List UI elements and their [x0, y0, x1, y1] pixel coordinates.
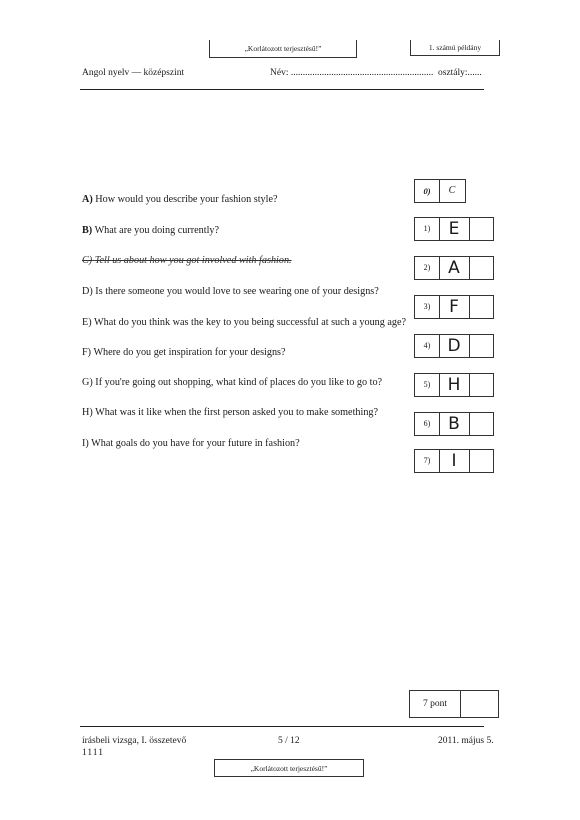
question-item: F) Where do you get inspiration for your designs? [82, 347, 286, 358]
score-label: 7 pont [410, 691, 461, 717]
answer-number: 3) [415, 296, 440, 318]
answer-score-cell [469, 257, 493, 279]
answer-box [414, 256, 494, 280]
page-number: 5 / 12 [278, 736, 300, 746]
question-item: E) What do you think was the key to you being successful at such a young age? [82, 317, 407, 328]
header-divider [80, 89, 484, 90]
score-box [409, 690, 499, 718]
answer-box [414, 412, 494, 436]
question-item: D) Is there someone you would love to see wearing one of your designs? [82, 286, 379, 297]
answer-box [414, 373, 494, 397]
copy-number-box: 1. számú példány [410, 40, 500, 56]
answer-score-cell [469, 296, 493, 318]
answer-letter: I [439, 450, 470, 472]
answer-letter: B [439, 413, 470, 435]
answer-number: 0) [415, 180, 440, 202]
class-field: osztály:...... [438, 68, 482, 78]
footer-divider [80, 726, 484, 727]
question-item: G) If you're going out shopping, what kind of places do you like to go to? [82, 377, 383, 388]
answer-number: 2) [415, 257, 440, 279]
answer-number: 7) [415, 450, 440, 472]
answer-score-cell [469, 450, 493, 472]
answer-box [414, 334, 494, 358]
answer-box [414, 295, 494, 319]
restricted-distribution-stamp-top: „Korlátozott terjesztésű!” [209, 40, 357, 58]
question-item: H) What was it like when the first person asked you to make something? [82, 407, 379, 418]
question-item: B) What are you doing currently? [82, 225, 220, 236]
answer-number: 6) [415, 413, 440, 435]
answer-number: 1) [415, 218, 440, 240]
answer-letter: H [439, 374, 470, 396]
answer-number: 5) [415, 374, 440, 396]
answer-box [414, 217, 494, 241]
answer-letter: D [439, 335, 470, 357]
name-field: Név: ............................................................ [270, 68, 434, 78]
subject-title: Angol nyelv — középszint [82, 68, 185, 78]
answer-score-cell [469, 413, 493, 435]
answer-letter: F [439, 296, 470, 318]
question-item-struck: C) Tell us about how you got involved with fashion. [82, 255, 292, 266]
answer-score-cell [469, 374, 493, 396]
answer-score-cell [469, 218, 493, 240]
exam-part: írásbeli vizsga, I. összetevő [82, 736, 187, 746]
answer-letter: E [439, 218, 470, 240]
answer-box [414, 449, 494, 473]
answer-score-cell [469, 335, 493, 357]
answer-letter: A [439, 257, 470, 279]
restricted-distribution-stamp-bottom: „Korlátozott terjesztésű!” [214, 759, 364, 777]
answer-number: 4) [415, 335, 440, 357]
question-item: I) What goals do you have for your future in fashion? [82, 438, 300, 449]
exam-code: 1111 [82, 748, 104, 758]
exam-date: 2011. május 5. [438, 736, 494, 746]
answer-box-example [414, 179, 466, 203]
question-item: A) How would you describe your fashion style? [82, 194, 278, 205]
answer-letter: C [448, 185, 456, 196]
